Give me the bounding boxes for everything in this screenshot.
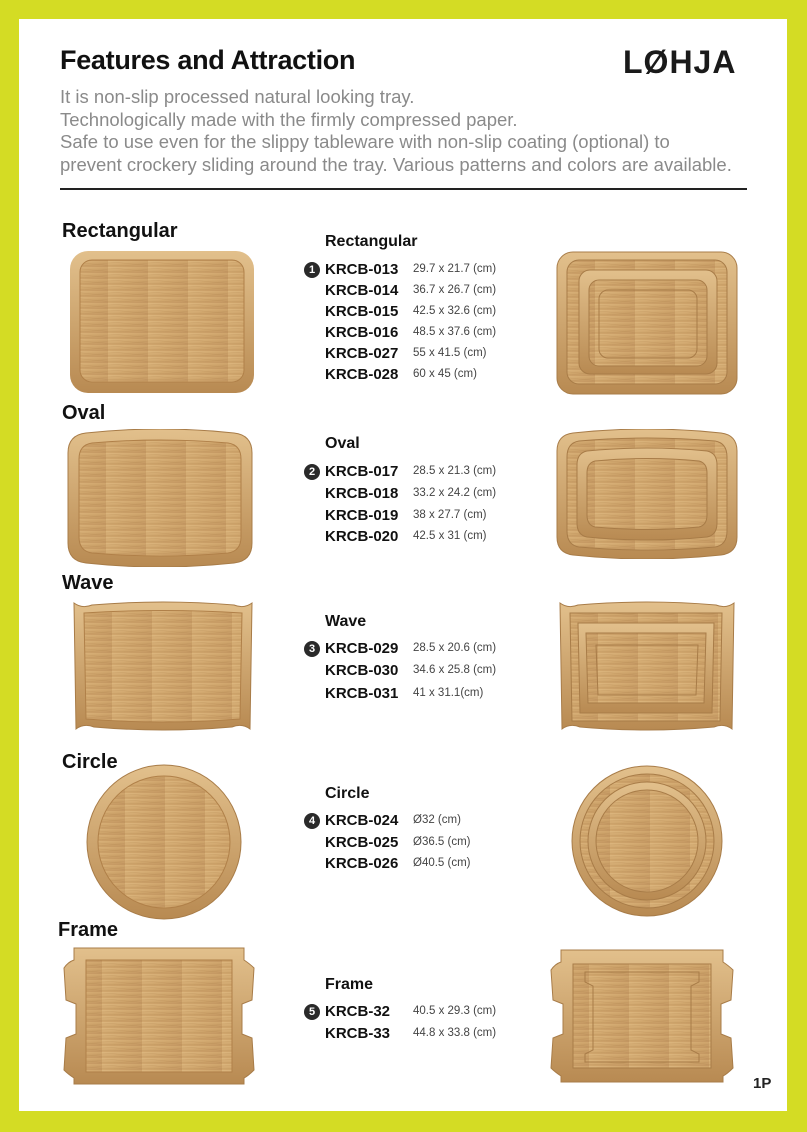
- rectangular-tray-set-image: [555, 250, 739, 396]
- wave-tray-image: [72, 599, 254, 735]
- group-title-rectangular: Rectangular: [325, 233, 418, 250]
- page-number: 1P: [753, 1075, 772, 1092]
- product-code: KRCB-028: [325, 366, 399, 383]
- product-code: KRCB-018: [325, 485, 399, 502]
- frame-tray-image: [62, 944, 256, 1088]
- product-code: KRCB-016: [325, 324, 399, 341]
- number-badge: 3: [304, 641, 320, 657]
- product-size: 36.7 x 26.7 (cm): [413, 284, 497, 296]
- product-code: KRCB-015: [325, 303, 399, 320]
- product-size: 42.5 x 31 (cm): [413, 530, 487, 542]
- product-code: KRCB-013: [325, 261, 399, 278]
- group-title-circle: Circle: [325, 785, 370, 802]
- product-code: KRCB-32: [325, 1003, 391, 1020]
- product-size: 33.2 x 24.2 (cm): [413, 487, 497, 499]
- product-size: 28.5 x 21.3 (cm): [413, 465, 497, 477]
- product-size: 60 x 45 (cm): [413, 368, 477, 380]
- product-code: KRCB-024: [325, 812, 399, 829]
- group-title-oval: Oval: [325, 435, 360, 452]
- product-code: KRCB-030: [325, 662, 399, 679]
- section-label-rectangular: Rectangular: [62, 220, 178, 242]
- product-code: KRCB-014: [325, 282, 399, 299]
- product-size: Ø36.5 (cm): [413, 836, 471, 848]
- page-title: Features and Attraction: [60, 45, 356, 75]
- product-code: KRCB-027: [325, 345, 399, 362]
- product-size: 40.5 x 29.3 (cm): [413, 1005, 497, 1017]
- intro-line: Technologically made with the firmly compressed paper.: [60, 108, 518, 130]
- section-label-frame: Frame: [58, 919, 119, 941]
- number-badge: 2: [304, 464, 320, 480]
- product-size: 44.8 x 33.8 (cm): [413, 1027, 497, 1039]
- circle-tray-set-image: [570, 765, 724, 917]
- product-code: KRCB-33: [325, 1025, 391, 1042]
- catalog-page: [19, 19, 787, 1111]
- product-size: 55 x 41.5 (cm): [413, 347, 487, 359]
- product-code: KRCB-017: [325, 463, 399, 480]
- product-code: KRCB-031: [325, 685, 399, 702]
- wave-tray-set-image: [558, 599, 736, 735]
- group-title-wave: Wave: [325, 613, 367, 630]
- number-badge: 1: [304, 262, 320, 278]
- number-badge: 4: [304, 813, 320, 829]
- product-size: Ø40.5 (cm): [413, 857, 471, 869]
- divider: [60, 188, 747, 190]
- product-size: 28.5 x 20.6 (cm): [413, 642, 497, 654]
- group-title-frame: Frame: [325, 976, 374, 993]
- rectangular-tray-image: [68, 249, 256, 395]
- product-code: KRCB-019: [325, 507, 399, 524]
- product-size: 34.6 x 25.8 (cm): [413, 664, 497, 676]
- intro-line: prevent crockery sliding around the tray. Various patterns and colors are available.: [60, 153, 732, 175]
- product-size: 42.5 x 32.6 (cm): [413, 305, 497, 317]
- section-label-oval: Oval: [62, 402, 106, 424]
- intro-line: It is non-slip processed natural looking tray.: [60, 86, 415, 107]
- product-code: KRCB-025: [325, 834, 399, 851]
- intro-line: Safe to use even for the slippy tableware with non-slip coating (optional) to: [60, 131, 670, 152]
- product-code: KRCB-026: [325, 855, 399, 872]
- frame-tray-set-image: [549, 946, 735, 1086]
- oval-tray-image: [66, 429, 254, 567]
- product-size: 29.7 x 21.7 (cm): [413, 263, 497, 275]
- product-size: 38 x 27.7 (cm): [413, 509, 487, 521]
- product-size: 48.5 x 37.6 (cm): [413, 326, 497, 338]
- number-badge: 5: [304, 1004, 320, 1020]
- product-code: KRCB-020: [325, 528, 399, 545]
- oval-tray-set-image: [555, 429, 739, 559]
- section-label-wave: Wave: [62, 572, 114, 594]
- product-code: KRCB-029: [325, 640, 399, 657]
- product-size: Ø32 (cm): [413, 814, 461, 826]
- section-label-circle: Circle: [62, 751, 118, 773]
- brand-logo: LØHJA: [623, 44, 737, 80]
- intro-text: [60, 86, 760, 176]
- product-size: 41 x 31.1(cm): [413, 687, 484, 699]
- circle-tray-image: [85, 763, 243, 921]
